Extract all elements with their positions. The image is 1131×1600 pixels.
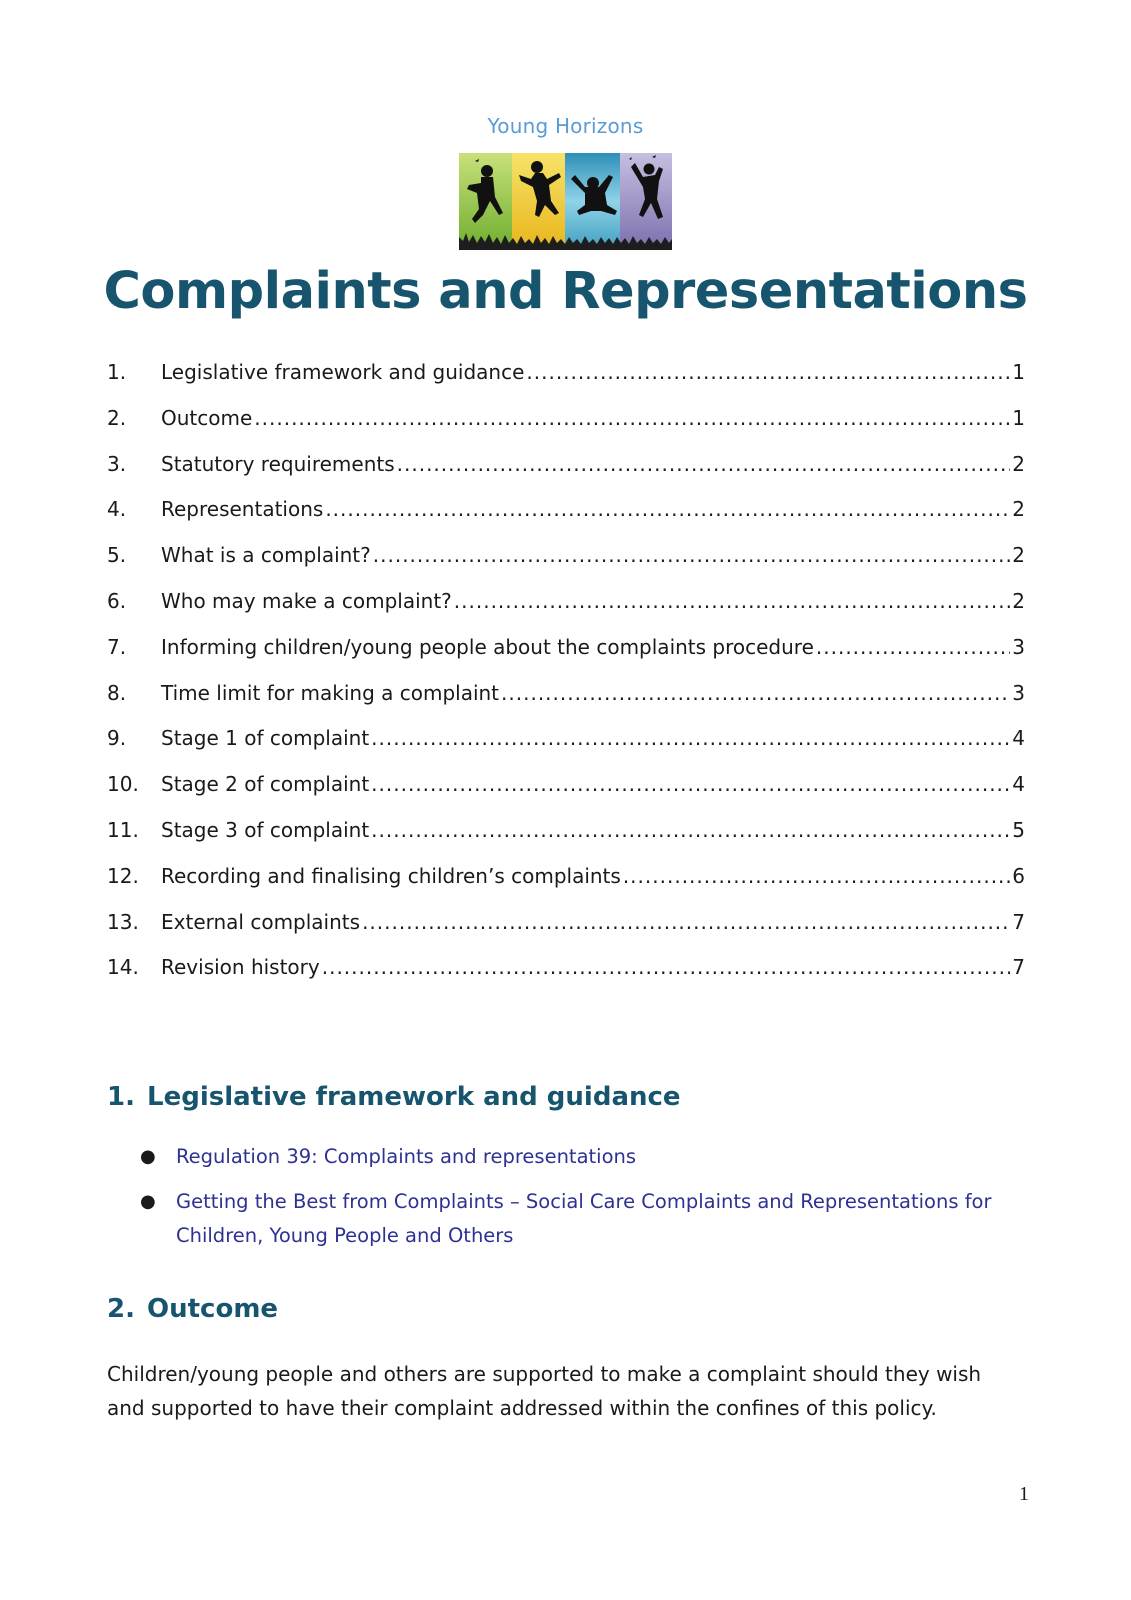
toc-number: 3.: [107, 451, 127, 476]
toc-entry[interactable]: [107, 864, 1025, 910]
toc-page-number: 2: [1012, 451, 1025, 476]
toc-leader-dots: [623, 864, 1010, 888]
toc-leader-dots: [816, 635, 1010, 659]
toc-entry[interactable]: [107, 406, 1025, 452]
toc-page-number: 7: [1012, 955, 1025, 980]
toc-title: What is a complaint?: [161, 543, 371, 568]
toc-page-number: 7: [1012, 909, 1025, 934]
toc-number: 9.: [107, 726, 127, 751]
toc-number: 8.: [107, 680, 127, 705]
toc-entry[interactable]: [107, 497, 1025, 543]
toc-leader-dots: [371, 818, 1010, 842]
brand-name: Young Horizons: [487, 114, 644, 138]
toc-leader-dots: [526, 360, 1010, 384]
toc-number: 1.: [107, 360, 127, 384]
outcome-paragraph: Children/young people and others are supported to make a complaint should they wish and supported to have their complaint addressed within the confines of this policy.: [107, 1362, 982, 1420]
toc-title: Stage 2 of complaint: [161, 772, 370, 797]
toc-entry[interactable]: [107, 681, 1025, 727]
toc-title: Who may make a complaint?: [161, 588, 452, 613]
toc-number: 13.: [107, 909, 139, 934]
section-2-heading: [107, 1294, 278, 1324]
toc-number: 14.: [107, 955, 139, 980]
section-1-heading: [107, 1082, 681, 1112]
toc-page-number: 1: [1012, 360, 1025, 384]
list-item: [140, 1185, 1020, 1253]
guidance-link-list: [140, 1140, 1020, 1264]
toc-leader-dots: [397, 452, 1011, 476]
toc-leader-dots: [371, 772, 1010, 796]
toc-leader-dots: [322, 955, 1011, 979]
toc-title: Representations: [161, 497, 324, 522]
toc-title: External complaints: [161, 909, 361, 934]
toc-title: Time limit for making a complaint: [161, 680, 500, 705]
toc-title: Stage 3 of complaint: [161, 817, 370, 842]
toc-entry[interactable]: [107, 772, 1025, 818]
toc-number: 4.: [107, 497, 127, 522]
toc-title: Revision history: [161, 955, 320, 980]
toc-entry[interactable]: [107, 726, 1025, 772]
toc-leader-dots: [362, 910, 1010, 934]
toc-leader-dots: [373, 543, 1011, 567]
document-title: Complaints and Representations: [103, 262, 1028, 321]
toc-leader-dots: [501, 681, 1010, 705]
toc-title: Recording and finalising children’s complaints: [161, 863, 621, 888]
toc-entry[interactable]: [107, 910, 1025, 956]
toc-leader-dots: [325, 497, 1010, 521]
toc-leader-dots: [254, 406, 1010, 430]
toc-title: Statutory requirements: [161, 451, 395, 476]
jumping-children-logo-icon: [459, 153, 672, 250]
toc-number: 12.: [107, 863, 139, 888]
toc-page-number: 5: [1012, 817, 1025, 842]
section-1-number: 1.: [107, 1082, 135, 1112]
toc-page-number: 4: [1012, 772, 1025, 797]
page-number: 1: [1019, 1483, 1029, 1505]
toc-number: 6.: [107, 588, 127, 613]
toc-number: 5.: [107, 543, 127, 568]
toc-page-number: 1: [1012, 405, 1025, 430]
toc-title: Informing children/young people about the complaints procedure: [161, 634, 814, 659]
table-of-contents: [107, 360, 1025, 1001]
toc-entry[interactable]: [107, 452, 1025, 498]
toc-page-number: 3: [1012, 680, 1025, 705]
toc-page-number: 2: [1012, 588, 1025, 613]
toc-entry[interactable]: [107, 635, 1025, 681]
toc-title: Stage 1 of complaint: [161, 726, 370, 751]
toc-title: Outcome: [161, 405, 253, 430]
toc-entry[interactable]: [107, 589, 1025, 635]
bullet-icon: ●: [140, 1191, 156, 1212]
toc-number: 10.: [107, 772, 139, 797]
toc-page-number: 6: [1012, 863, 1025, 888]
regulation-39-link[interactable]: Regulation 39: Complaints and representations: [176, 1145, 637, 1168]
toc-entry[interactable]: [107, 818, 1025, 864]
section-1-title: Legislative framework and guidance: [147, 1082, 681, 1112]
toc-number: 11.: [107, 817, 139, 842]
toc-number: 2.: [107, 405, 127, 430]
toc-leader-dots: [371, 726, 1010, 750]
toc-title: Legislative framework and guidance: [161, 360, 525, 384]
toc-page-number: 2: [1012, 543, 1025, 568]
toc-entry[interactable]: [107, 360, 1025, 406]
section-2-title: Outcome: [147, 1294, 279, 1324]
toc-page-number: 3: [1012, 634, 1025, 659]
section-2-number: 2.: [107, 1294, 135, 1324]
toc-leader-dots: [454, 589, 1010, 613]
toc-number: 7.: [107, 634, 127, 659]
toc-page-number: 4: [1012, 726, 1025, 751]
getting-the-best-from-complaints-link[interactable]: Getting the Best from Complaints – Social Care Complaints and Representations for Children, Young People and Others: [176, 1190, 992, 1247]
bullet-icon: ●: [140, 1146, 156, 1167]
list-item: [140, 1140, 1020, 1174]
toc-page-number: 2: [1012, 497, 1025, 522]
toc-entry[interactable]: [107, 955, 1025, 1001]
toc-entry[interactable]: [107, 543, 1025, 589]
